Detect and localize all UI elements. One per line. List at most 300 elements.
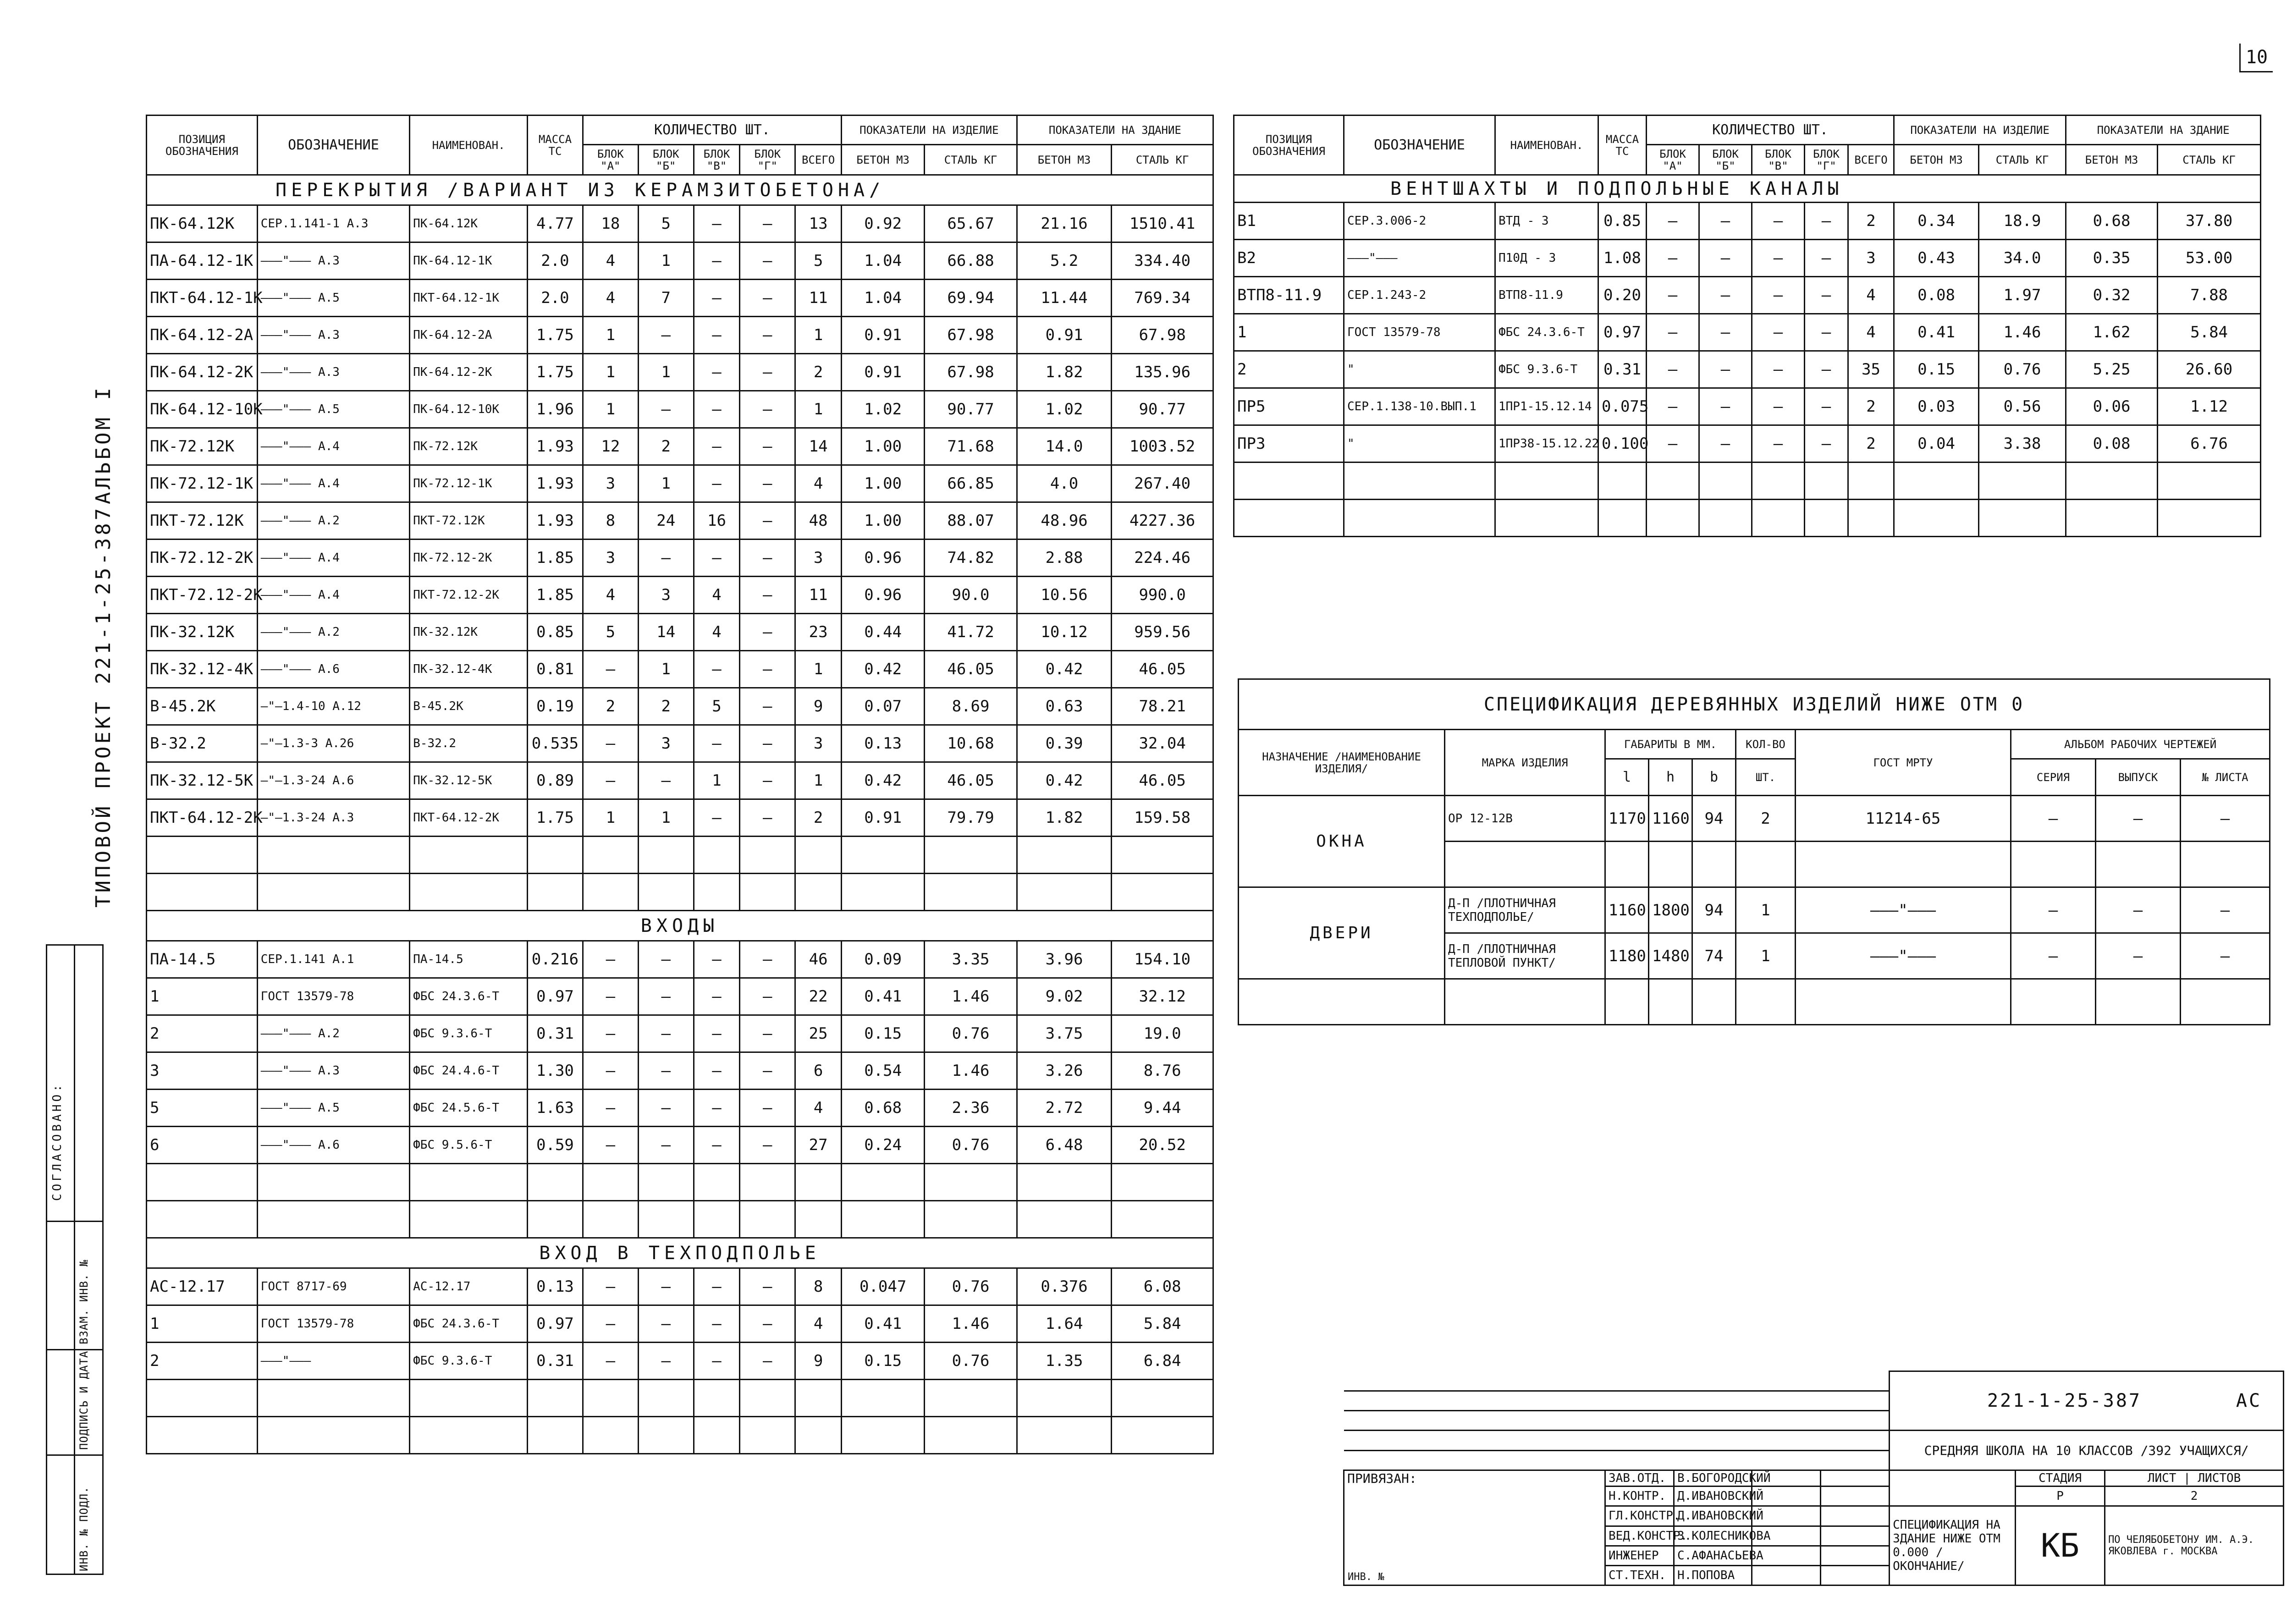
basement-cell: — (638, 1343, 694, 1380)
entrances-cell: 0.97 (528, 978, 583, 1015)
hdr-name: НАИМЕНОВАН. (410, 116, 528, 175)
entrances-cell: ———"——— А.2 (257, 1015, 409, 1052)
vent-cell: — (1699, 240, 1752, 277)
floors-cell: ПКТ-64.12-2К (410, 799, 528, 837)
entrances-cell: — (583, 1015, 638, 1052)
vent-cell: — (1752, 351, 1805, 388)
tb-staff-name-4: С.АФАНАСЬЕВА (1674, 1546, 1752, 1565)
floors-cell: 14 (795, 428, 842, 465)
floors-cell: ПК-32.12К (410, 614, 528, 651)
floors-cell: ПКТ-72.12-2К (410, 577, 528, 614)
basement-cell: 0.76 (925, 1268, 1017, 1305)
entrances-cell: 9.44 (1112, 1090, 1213, 1127)
hdr-per-building: ПОКАЗАТЕЛИ НА ЗДАНИЕ (1017, 116, 1213, 145)
basement-cell: 6.84 (1112, 1343, 1213, 1380)
vent-cell: ВТП8-11.9 (1234, 277, 1344, 314)
entrances-cell: 0.68 (842, 1090, 925, 1127)
wood-b (1692, 842, 1736, 887)
tb-bound: ПРИВЯЗАН: (1344, 1470, 1605, 1585)
entrances-cell: 0.59 (528, 1127, 583, 1164)
vent-cell: В2 (1234, 240, 1344, 277)
entrances-cell: — (694, 1090, 740, 1127)
entrances-row (147, 1052, 1213, 1090)
floors-cell: 65.67 (925, 205, 1017, 242)
vent-cell: — (1805, 425, 1848, 462)
floors-cell: 0.96 (842, 539, 925, 577)
basement-cell: 1.35 (1017, 1343, 1112, 1380)
floors-cell: 2 (583, 688, 638, 725)
floors-cell: 7 (638, 280, 694, 317)
floors-cell: СЕР.1.141-1 А.3 (257, 205, 409, 242)
vent-hdr-designation: ОБОЗНАЧЕНИЕ (1344, 116, 1495, 175)
floors-row (147, 688, 1213, 725)
vent-cell: 0.85 (1598, 203, 1647, 240)
hdr-block-a: БЛОК "А" (583, 145, 638, 175)
entrances-cell: — (583, 1090, 638, 1127)
hdr-pos: ПОЗИЦИЯ ОБОЗНАЧЕНИЯ (147, 116, 258, 175)
entrances-cell: СЕР.1.141 А.1 (257, 941, 409, 978)
vent-cell: — (1752, 314, 1805, 351)
vent-cell: 0.56 (1979, 388, 2066, 425)
floors-cell: 88.07 (925, 502, 1017, 539)
entrances-cell: 0.24 (842, 1127, 925, 1164)
vent-cell: В1 (1234, 203, 1344, 240)
wood-l: 1180 (1605, 933, 1649, 979)
vent-cell: 26.60 (2158, 351, 2261, 388)
floors-cell: 0.91 (842, 354, 925, 391)
floors-cell: 8.69 (925, 688, 1017, 725)
vent-cell: ПР5 (1234, 388, 1344, 425)
floors-cell: 12 (583, 428, 638, 465)
wood-b: 74 (1692, 933, 1736, 979)
floors-cell: — (694, 799, 740, 837)
floors-cell: — (583, 762, 638, 799)
wood-l (1605, 842, 1649, 887)
floors-cell: — (740, 799, 795, 837)
floors-cell: ПА-64.12-1К (147, 242, 258, 280)
floors-cell: 1 (583, 354, 638, 391)
floors-cell: 4.77 (528, 205, 583, 242)
floors-row (147, 465, 1213, 502)
floors-empty-row (147, 837, 1213, 874)
floors-cell: В-32.2 (147, 725, 258, 762)
tb-staff-name-1: Д.ИВАНОВСКИЙ (1674, 1486, 1752, 1506)
floors-cell: 23 (795, 614, 842, 651)
floors-cell: 2.0 (528, 280, 583, 317)
floors-cell: 0.42 (1017, 762, 1112, 799)
vent-cell: 5.84 (2158, 314, 2261, 351)
vent-cell: 4 (1848, 277, 1894, 314)
entrances-cell: ФБС 24.4.6-Т (410, 1052, 528, 1090)
floors-cell: ———"——— А.4 (257, 465, 409, 502)
floors-cell: 78.21 (1112, 688, 1213, 725)
wood-hdr-dims: ГАБАРИТЫ В ММ. (1605, 730, 1736, 759)
wood-issue (2096, 842, 2181, 887)
floors-cell: 1.75 (528, 354, 583, 391)
tb-object: СРЕДНЯЯ ШКОЛА НА 10 КЛАССОВ /392 УЧАЩИХСЯ/ (1890, 1431, 2284, 1470)
vent-cell: — (1647, 351, 1699, 388)
floors-cell: ———"——— А.5 (257, 391, 409, 428)
floors-cell: 8 (583, 502, 638, 539)
vent-cell: 6.76 (2158, 425, 2261, 462)
tb-staff-role-2: ГЛ.КОНСТР. (1605, 1506, 1674, 1526)
basement-cell: 8 (795, 1268, 842, 1305)
wood-hdr-series: СЕРИЯ (2011, 759, 2096, 796)
floors-cell: 5 (638, 205, 694, 242)
entrances-cell: 0.31 (528, 1015, 583, 1052)
floors-cell: 990.0 (1112, 577, 1213, 614)
entrances-cell: 9.02 (1017, 978, 1112, 1015)
floors-cell: 0.81 (528, 651, 583, 688)
entrances-cell: 2 (147, 1015, 258, 1052)
wood-qty: 2 (1736, 796, 1796, 842)
tb-staff-name-5: Н.ПОПОВА (1674, 1565, 1752, 1585)
vent-cell: 0.06 (2066, 388, 2158, 425)
floors-cell: 24 (638, 502, 694, 539)
hdr-block-b: БЛОК "Б" (638, 145, 694, 175)
floors-cell: 0.13 (842, 725, 925, 762)
vent-cell: 0.04 (1894, 425, 1979, 462)
basement-cell: 0.41 (842, 1305, 925, 1343)
wood-hdr-sheet: № ЛИСТА (2181, 759, 2270, 796)
floors-cell: ПК-64.12К (147, 205, 258, 242)
vent-cell: — (1647, 277, 1699, 314)
vent-cell: 1.62 (2066, 314, 2158, 351)
floors-cell: ПК-64.12-10К (410, 391, 528, 428)
floors-cell: 1.02 (842, 391, 925, 428)
floors-empty-row (147, 874, 1213, 911)
floors-cell: 4.0 (1017, 465, 1112, 502)
entrances-cell: ПА-14.5 (410, 941, 528, 978)
floors-cell: 135.96 (1112, 354, 1213, 391)
floors-cell: — (694, 651, 740, 688)
floors-cell: 1.93 (528, 502, 583, 539)
floors-row (147, 242, 1213, 280)
wood-issue: — (2096, 887, 2181, 933)
vent-empty-row (1234, 500, 2261, 537)
floors-row (147, 614, 1213, 651)
wood-hdr-issue: ВЫПУСК (2096, 759, 2181, 796)
basement-cell: — (740, 1343, 795, 1380)
entrances-cell: — (740, 978, 795, 1015)
entrances-cell: 3.96 (1017, 941, 1112, 978)
stamp-sign-date: ПОДПИСЬ И ДАТА (77, 1350, 90, 1450)
entrances-cell: 4 (795, 1090, 842, 1127)
floors-cell: 769.34 (1112, 280, 1213, 317)
wood-hdr-gost: ГОСТ МРТУ (1796, 730, 2011, 796)
entrances-cell: 27 (795, 1127, 842, 1164)
floors-cell: ПК-64.12-2А (147, 317, 258, 354)
wood-row (1239, 796, 2270, 842)
floors-cell: — (740, 205, 795, 242)
entrances-row (147, 1090, 1213, 1127)
vent-cell: — (1752, 240, 1805, 277)
floors-row (147, 502, 1213, 539)
floors-cell: 71.68 (925, 428, 1017, 465)
basement-cell: — (694, 1343, 740, 1380)
vent-hdr-total: ВСЕГО (1848, 145, 1894, 175)
entrances-cell: 3.35 (925, 941, 1017, 978)
main-spec-table (146, 115, 1214, 1454)
floors-cell: ПК-72.12-1К (410, 465, 528, 502)
entrances-cell: 19.0 (1112, 1015, 1213, 1052)
floors-cell: ПКТ-64.12-2К (147, 799, 258, 837)
floors-cell: 1.00 (842, 465, 925, 502)
vent-row (1234, 388, 2261, 425)
wood-gost: ———"——— (1796, 933, 2011, 979)
entrances-cell: 3.26 (1017, 1052, 1112, 1090)
vent-cell: СЕР.1.243-2 (1344, 277, 1495, 314)
entrances-cell: 0.54 (842, 1052, 925, 1090)
floors-cell: 159.58 (1112, 799, 1213, 837)
entrances-cell: 5 (147, 1090, 258, 1127)
wood-series: — (2011, 887, 2096, 933)
vent-cell: — (1699, 388, 1752, 425)
vent-cell: 0.20 (1598, 277, 1647, 314)
basement-cell: 0.047 (842, 1268, 925, 1305)
entrances-cell: — (740, 1090, 795, 1127)
basement-cell: ———"——— (257, 1343, 409, 1380)
floors-cell: — (740, 651, 795, 688)
wood-spec-title: СПЕЦИФИКАЦИЯ ДЕРЕВЯННЫХ ИЗДЕЛИЙ НИЖЕ ОТМ 0 (1239, 679, 2270, 730)
floors-cell: 4 (694, 577, 740, 614)
floors-row (147, 799, 1213, 837)
wood-qty: 1 (1736, 887, 1796, 933)
vent-cell: 1.46 (1979, 314, 2066, 351)
floors-cell: 48.96 (1017, 502, 1112, 539)
floors-cell: ПК-72.12-2К (147, 539, 258, 577)
wood-gost: ———"——— (1796, 887, 2011, 933)
floors-cell: 1.82 (1017, 354, 1112, 391)
floors-cell: 5 (795, 242, 842, 280)
vent-cell: ВТП8-11.9 (1495, 277, 1598, 314)
vent-cell: 37.80 (2158, 203, 2261, 240)
floors-cell: — (740, 502, 795, 539)
vent-cell: 0.76 (1979, 351, 2066, 388)
entrances-cell: ФБС 9.3.6-Т (410, 1015, 528, 1052)
entrances-cell: — (694, 1015, 740, 1052)
wood-qty (1736, 842, 1796, 887)
floors-cell: ———"——— А.4 (257, 428, 409, 465)
entrances-cell: — (638, 1090, 694, 1127)
floors-cell: ПК-64.12-10К (147, 391, 258, 428)
vent-cell: ФБС 24.3.6-Т (1495, 314, 1598, 351)
floors-cell: ПК-64.12-2К (147, 354, 258, 391)
floors-cell: 1 (795, 651, 842, 688)
basement-cell: ФБС 9.3.6-Т (410, 1343, 528, 1380)
vent-hdr-block-a: БЛОК "А" (1647, 145, 1699, 175)
vent-cell: " (1344, 351, 1495, 388)
floors-cell: 2 (795, 799, 842, 837)
entrances-cell: 0.216 (528, 941, 583, 978)
hdr-per-item: ПОКАЗАТЕЛИ НА ИЗДЕЛИЕ (842, 116, 1017, 145)
floors-cell: 4 (694, 614, 740, 651)
entrances-cell: ФБС 24.5.6-Т (410, 1090, 528, 1127)
floors-cell: — (638, 317, 694, 354)
entrances-cell: 2.36 (925, 1090, 1017, 1127)
floors-cell: 5 (694, 688, 740, 725)
floors-cell: 1 (638, 651, 694, 688)
floors-cell: 1.75 (528, 799, 583, 837)
floors-cell: 1 (795, 391, 842, 428)
vent-cell: 0.08 (2066, 425, 2158, 462)
floors-cell: — (740, 354, 795, 391)
hdr-block-g: БЛОК "Г" (740, 145, 795, 175)
wood-mark (1445, 842, 1605, 887)
wood-sheet: — (2181, 796, 2270, 842)
basement-cell: ГОСТ 8717-69 (257, 1268, 409, 1305)
basement-cell: 0.376 (1017, 1268, 1112, 1305)
floors-cell: ПКТ-72.12-2К (147, 577, 258, 614)
floors-cell: 3 (583, 465, 638, 502)
vent-cell: 53.00 (2158, 240, 2261, 277)
entrances-cell: ГОСТ 13579-78 (257, 978, 409, 1015)
vent-hdr-concrete-building: БЕТОН М3 (2066, 145, 2158, 175)
vent-hdr-steel-building: СТАЛЬ КГ (2158, 145, 2261, 175)
floors-cell: 334.40 (1112, 242, 1213, 280)
vent-row (1234, 351, 2261, 388)
wood-gost: 11214-65 (1796, 796, 2011, 842)
vent-cell: П10Д - 3 (1495, 240, 1598, 277)
entrances-cell: 0.76 (925, 1127, 1017, 1164)
floors-cell: 1510.41 (1112, 205, 1213, 242)
vent-cell: 0.31 (1598, 351, 1647, 388)
floors-row (147, 317, 1213, 354)
floors-cell: — (638, 391, 694, 428)
floors-cell: — (740, 688, 795, 725)
floors-cell: — (694, 280, 740, 317)
floors-cell: 10.68 (925, 725, 1017, 762)
vent-cell: 18.9 (1979, 203, 2066, 240)
floors-cell: — (583, 651, 638, 688)
floors-cell: 21.16 (1017, 205, 1112, 242)
floors-cell: 1.75 (528, 317, 583, 354)
floors-cell: 1.02 (1017, 391, 1112, 428)
entrances-cell: 0.76 (925, 1015, 1017, 1052)
floors-cell: — (694, 391, 740, 428)
floors-cell: В-45.2К (410, 688, 528, 725)
entrances-cell: 32.12 (1112, 978, 1213, 1015)
floors-cell: 10.12 (1017, 614, 1112, 651)
floors-cell: 0.96 (842, 577, 925, 614)
floors-cell: 32.04 (1112, 725, 1213, 762)
left-stamp (46, 944, 104, 1575)
basement-cell: — (740, 1268, 795, 1305)
floors-cell: 0.91 (842, 317, 925, 354)
entrances-cell: ФБС 9.5.6-Т (410, 1127, 528, 1164)
vent-cell: 1.12 (2158, 388, 2261, 425)
floors-cell: 46.05 (925, 762, 1017, 799)
floors-cell: 1.93 (528, 428, 583, 465)
floors-cell: —"—1.3-3 А.26 (257, 725, 409, 762)
floors-cell: 67.98 (1112, 317, 1213, 354)
basement-cell: — (583, 1305, 638, 1343)
wood-spec-table (1238, 678, 2270, 1025)
floors-row (147, 280, 1213, 317)
vent-cell: — (1647, 240, 1699, 277)
entrances-cell: — (638, 978, 694, 1015)
vent-hdr-mass: МАССА ТС (1598, 116, 1647, 175)
floors-cell: 2.88 (1017, 539, 1112, 577)
basement-cell: — (638, 1268, 694, 1305)
basement-cell: 1.64 (1017, 1305, 1112, 1343)
floors-cell: 1.00 (842, 428, 925, 465)
floors-cell: 0.42 (1017, 651, 1112, 688)
floors-cell: 18 (583, 205, 638, 242)
basement-cell: 4 (795, 1305, 842, 1343)
floors-cell: 3 (583, 539, 638, 577)
floors-cell: — (694, 539, 740, 577)
floors-cell: 0.19 (528, 688, 583, 725)
vent-cell: 2 (1848, 425, 1894, 462)
basement-empty-row (147, 1417, 1213, 1454)
entrances-cell: — (740, 1015, 795, 1052)
floors-cell: 1 (638, 354, 694, 391)
wood-series (2011, 842, 2096, 887)
vent-cell: 0.35 (2066, 240, 2158, 277)
basement-row (147, 1343, 1213, 1380)
floors-cell: ПКТ-72.12К (410, 502, 528, 539)
floors-cell: 0.91 (842, 799, 925, 837)
floors-cell: 1.96 (528, 391, 583, 428)
entrances-cell: ФБС 24.3.6-Т (410, 978, 528, 1015)
basement-cell: 0.31 (528, 1343, 583, 1380)
tb-org: ПО ЧЕЛЯБОБЕТОНУ ИМ. А.Э. ЯКОВЛЕВА г. МОСКВА (2105, 1506, 2284, 1585)
vent-cell: 5.25 (2066, 351, 2158, 388)
vent-cell: 0.08 (1894, 277, 1979, 314)
hdr-concrete-item: БЕТОН М3 (842, 145, 925, 175)
floors-cell: 46.05 (1112, 762, 1213, 799)
wood-hdr-qty-unit: ШТ. (1736, 759, 1796, 796)
basement-cell: ГОСТ 13579-78 (257, 1305, 409, 1343)
hdr-qty: КОЛИЧЕСТВО ШТ. (583, 116, 841, 145)
floors-cell: 1 (694, 762, 740, 799)
entrances-cell: 3.75 (1017, 1015, 1112, 1052)
entrances-cell: — (694, 941, 740, 978)
floors-cell: 5 (583, 614, 638, 651)
wood-h: 1160 (1649, 796, 1692, 842)
entrances-cell: — (740, 941, 795, 978)
floors-cell: 1003.52 (1112, 428, 1213, 465)
floors-cell: 0.91 (1017, 317, 1112, 354)
floors-cell: 48 (795, 502, 842, 539)
floors-row (147, 539, 1213, 577)
tb-staff-role-5: СТ.ТЕХН. (1605, 1565, 1674, 1585)
floors-cell: — (638, 539, 694, 577)
floors-cell: — (740, 465, 795, 502)
floors-cell: ———"——— А.2 (257, 614, 409, 651)
entrances-cell: 1.46 (925, 1052, 1017, 1090)
floors-cell: ПК-72.12-1К (147, 465, 258, 502)
vent-cell: 0.075 (1598, 388, 1647, 425)
basement-cell: — (583, 1343, 638, 1380)
entrances-cell: — (638, 1127, 694, 1164)
vent-hdr-pos: ПОЗИЦИЯ ОБОЗНАЧЕНИЯ (1234, 116, 1344, 175)
floors-cell: 11 (795, 577, 842, 614)
floors-cell: 224.46 (1112, 539, 1213, 577)
floors-cell: 90.77 (1112, 391, 1213, 428)
wood-series: — (2011, 796, 2096, 842)
hdr-mass: МАССА ТС (528, 116, 583, 175)
floors-cell: 1.04 (842, 280, 925, 317)
floors-cell: —"—1.3-24 А.6 (257, 762, 409, 799)
floors-cell: 1 (795, 317, 842, 354)
floors-cell: 3 (795, 725, 842, 762)
floors-cell: ПК-64.12-2А (410, 317, 528, 354)
entrances-cell: — (583, 978, 638, 1015)
floors-row (147, 725, 1213, 762)
floors-cell: —"—1.3-24 А.3 (257, 799, 409, 837)
